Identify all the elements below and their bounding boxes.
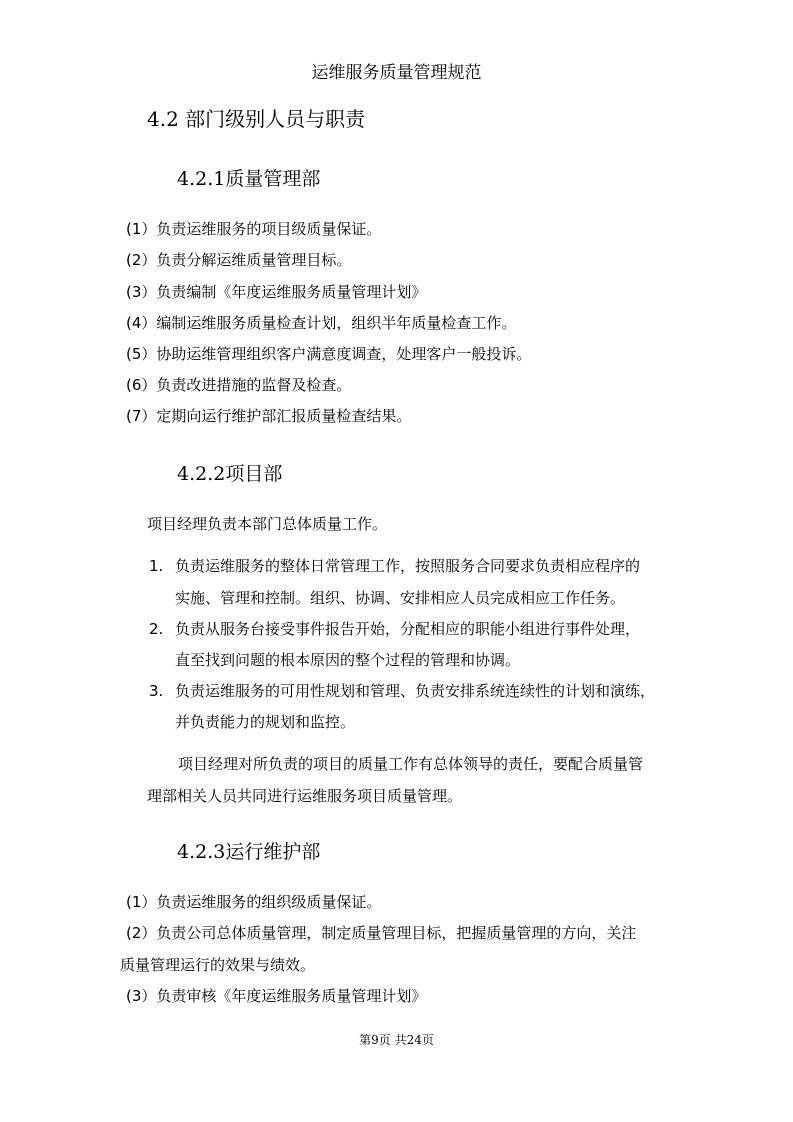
list-item: (6）负责改进措施的监督及检查。 [126,376,352,394]
list-item-line: 负责运维服务的整体日常管理工作，按照服务合同要求负责相应程序的 [175,557,641,575]
list-item-line: 直至找到问题的根本原因的整个过程的管理和协调。 [175,651,521,669]
list-item: (2）负责分解运维质量管理目标。 [126,251,352,269]
list-item: (1）负责运维服务的项目级质量保证。 [126,220,382,238]
list-item: (4）编制运维服务质量检查计划，组织半年质量检查工作。 [126,314,517,332]
subsection-heading-4-2-1: 4.2.1质量管理部 [177,168,321,190]
paragraph-line: 理部相关人员共同进行运维服务项目质量管理。 [147,787,463,805]
list-item-line: 负责从服务台接受事件报告开始，分配相应的职能小组进行事件处理， [175,620,641,638]
list-item-line: 并负责能力的规划和监控。 [175,713,356,731]
list-item: (1）负责运维服务的组织级质量保证。 [126,893,382,911]
page-number-footer: 第9页 共24页 [359,1033,434,1047]
list-number: 3. [149,682,164,700]
list-item-line: (2）负责公司总体质量管理，制定质量管理目标，把握质量管理的方向，关注 [126,924,637,942]
list-item-line: 负责运维服务的可用性规划和管理、负责安排系统连续性的计划和演练， [175,682,656,700]
list-item: (5）协助运维管理组织客户满意度调查，处理客户一般投诉。 [126,345,532,363]
list-item-line: 质量管理运行的效果与绩效。 [120,956,316,974]
list-item: (7）定期向运行维护部汇报质量检查结果。 [126,407,412,425]
subsection-heading-4-2-2: 4.2.2项目部 [177,463,283,485]
list-item-line: 实施、管理和控制。组织、协调、安排相应人员完成相应工作任务。 [175,589,626,607]
list-number: 1. [149,557,164,575]
subsection-heading-4-2-3: 4.2.3运行维护部 [177,841,321,863]
paragraph-line: 项目经理对所负责的项目的质量工作有总体领导的责任，要配合质量管 [178,755,644,773]
paragraph-intro: 项目经理负责本部门总体质量工作。 [147,515,388,533]
list-number: 2. [149,620,164,638]
section-heading-4-2: 4.2 部门级别人员与职责 [147,107,366,131]
list-item: (3）负责编制《年度运维服务质量管理计划》 [126,283,427,301]
document-header-title: 运维服务质量管理规范 [311,63,482,83]
list-item: (3）负责审核《年度运维服务质量管理计划》 [126,987,427,1005]
